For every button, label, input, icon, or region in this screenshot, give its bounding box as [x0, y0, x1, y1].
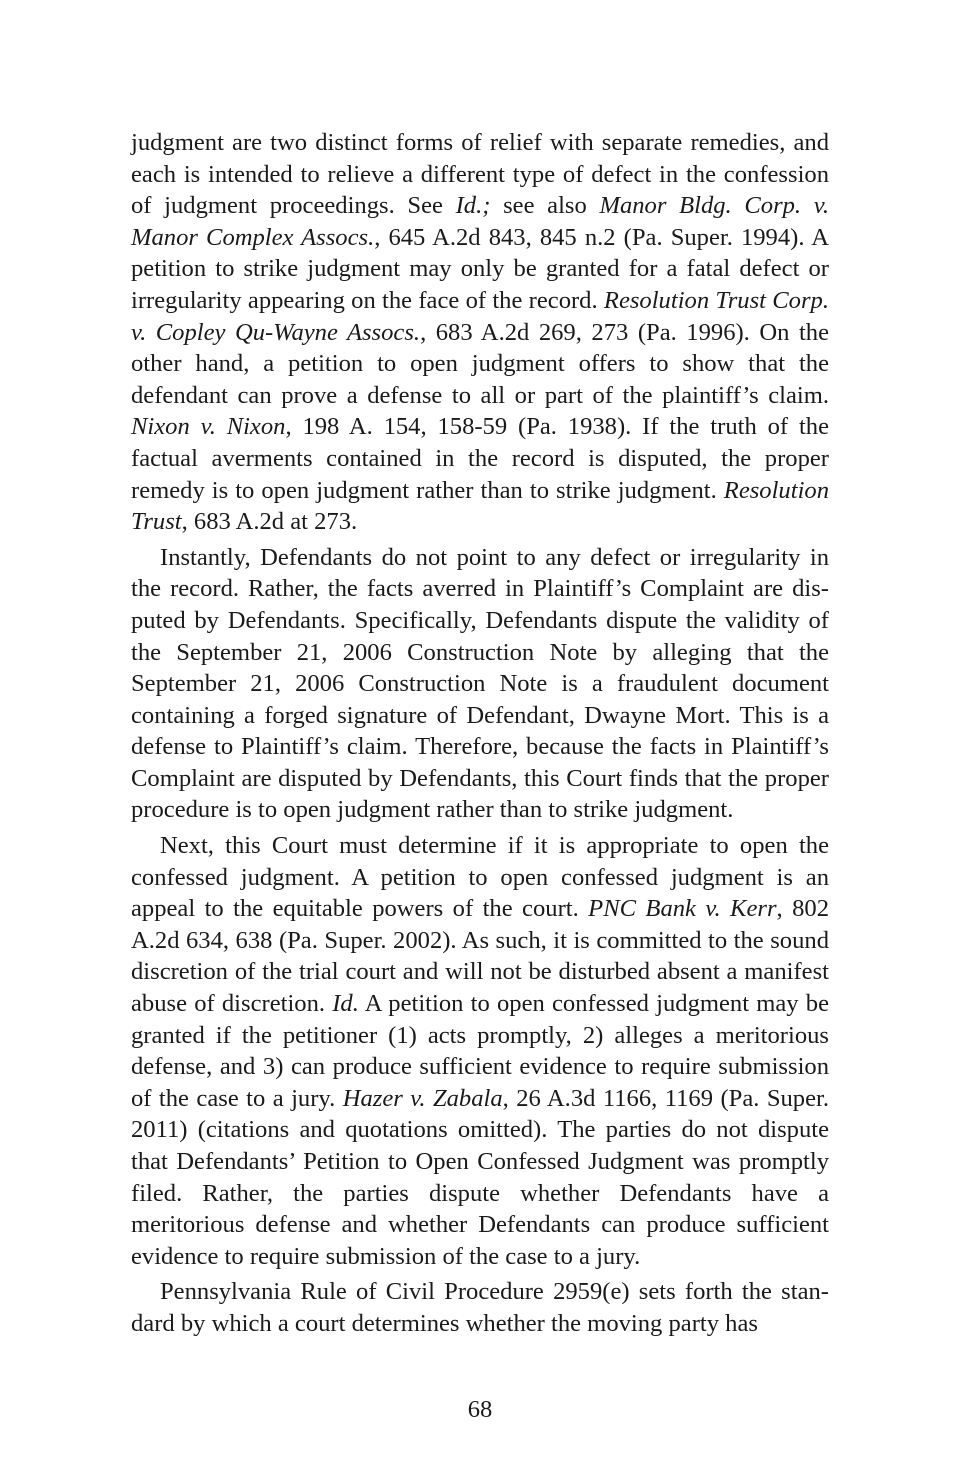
- paragraph-1: [131, 127, 829, 538]
- text-run: judgment are two distinct forms of relief with separate remedies, and each is intended to relieve a different type of defect in the confession of judgment proceedings. See: [131, 129, 829, 220]
- text-run: Next, this Court must determine if it is appropriate to open the confessed judgment. A petition to open confessed judgment is an appeal to the equitable powers of the court.: [131, 832, 829, 923]
- document-body: [131, 127, 829, 1340]
- case-name-italic: Hazer v. Zabala: [342, 1084, 503, 1112]
- citation-italic: Id.: [332, 990, 359, 1018]
- case-name-italic: PNC Bank v. Kerr: [588, 895, 777, 923]
- paragraph-4: [131, 1276, 829, 1339]
- text-run: , 26 A.3d 1166, 1169 (Pa. Super. 2011) (citations and quotations omitted). The parties do not dispute that Defendants’ Petition to Open Confessed Judgment was promptly filed. Rather, the parties dispute whether Defendants have a meritorious defense and whether Defendants can produce sufficient evidence to require submission of the case to a jury.: [131, 1084, 829, 1270]
- citation-italic: Id.;: [455, 192, 491, 220]
- case-name-italic: Resolution Trust Corp. v. Copley Qu-Wayne Assocs.: [131, 286, 829, 346]
- text-run: A petition to open confessed judgment may be granted if the petitioner (1) acts promptly, 2) alleges a meritorious defense, and 3) can produce sufficient evidence to require submission of the case to a jury.: [131, 990, 830, 1112]
- case-name-italic: Manor Bldg. Corp. v. Manor Complex Assocs.: [131, 192, 830, 251]
- text-run: , 645 A.2d 843, 845 n.2 (Pa. Super. 1994). A petition to strike judgment may only be granted for a fatal defect or irregularity appearing on the face of the record.: [131, 223, 829, 314]
- case-name-italic: Resolution Trust: [131, 476, 829, 536]
- text-run: , 198 A. 154, 158-59 (Pa. 1938). If the truth of the factual averments contained in the record is disputed, the proper remedy is to open judgment rather than to strike judgment.: [131, 413, 829, 504]
- case-name-italic: Nixon v. Nixon: [131, 413, 286, 441]
- paragraph-3: [131, 830, 829, 1272]
- text-run: , 683 A.2d 269, 273 (Pa. 1996). On the other hand, a petition to open judgment offers to show that the defendant can prove a defense to all or part of the plaintiff’s claim.: [131, 318, 829, 409]
- text-run: Instantly, Defendants do not point to any defect or irregularity in the record. Rather, the facts averred in Plaintiff’s Complaint are disputed by Defendants. Specifically, Defendants dispute the validity of the September 21, 2006 Construction Note by alleging that the September 21, 2006 Construction Note is a fraudulent document containing a forged signature of Defendant, Dwayne Mort. This is a defense to Plaintiff’s claim. Therefore, because the facts in Plaintiff’s Complaint are disputed by Defendants, this Court finds that the proper procedure is to open judgment rather than to strike judgment.: [131, 543, 829, 824]
- text-run: , 802 A.2d 634, 638 (Pa. Super. 2002). As such, it is committed to the sound discretion of the trial court and will not be disturbed absent a manifest abuse of discretion.: [131, 895, 829, 1018]
- page-number: 68: [467, 1396, 493, 1423]
- text-run: , 683 A.2d at 273.: [181, 508, 358, 536]
- text-run: see also: [490, 192, 600, 220]
- paragraph-2: [131, 542, 829, 826]
- text-run: Pennsylvania Rule of Civil Procedure 2959(e) sets forth the standard by which a court determines whether the moving party has: [131, 1278, 829, 1337]
